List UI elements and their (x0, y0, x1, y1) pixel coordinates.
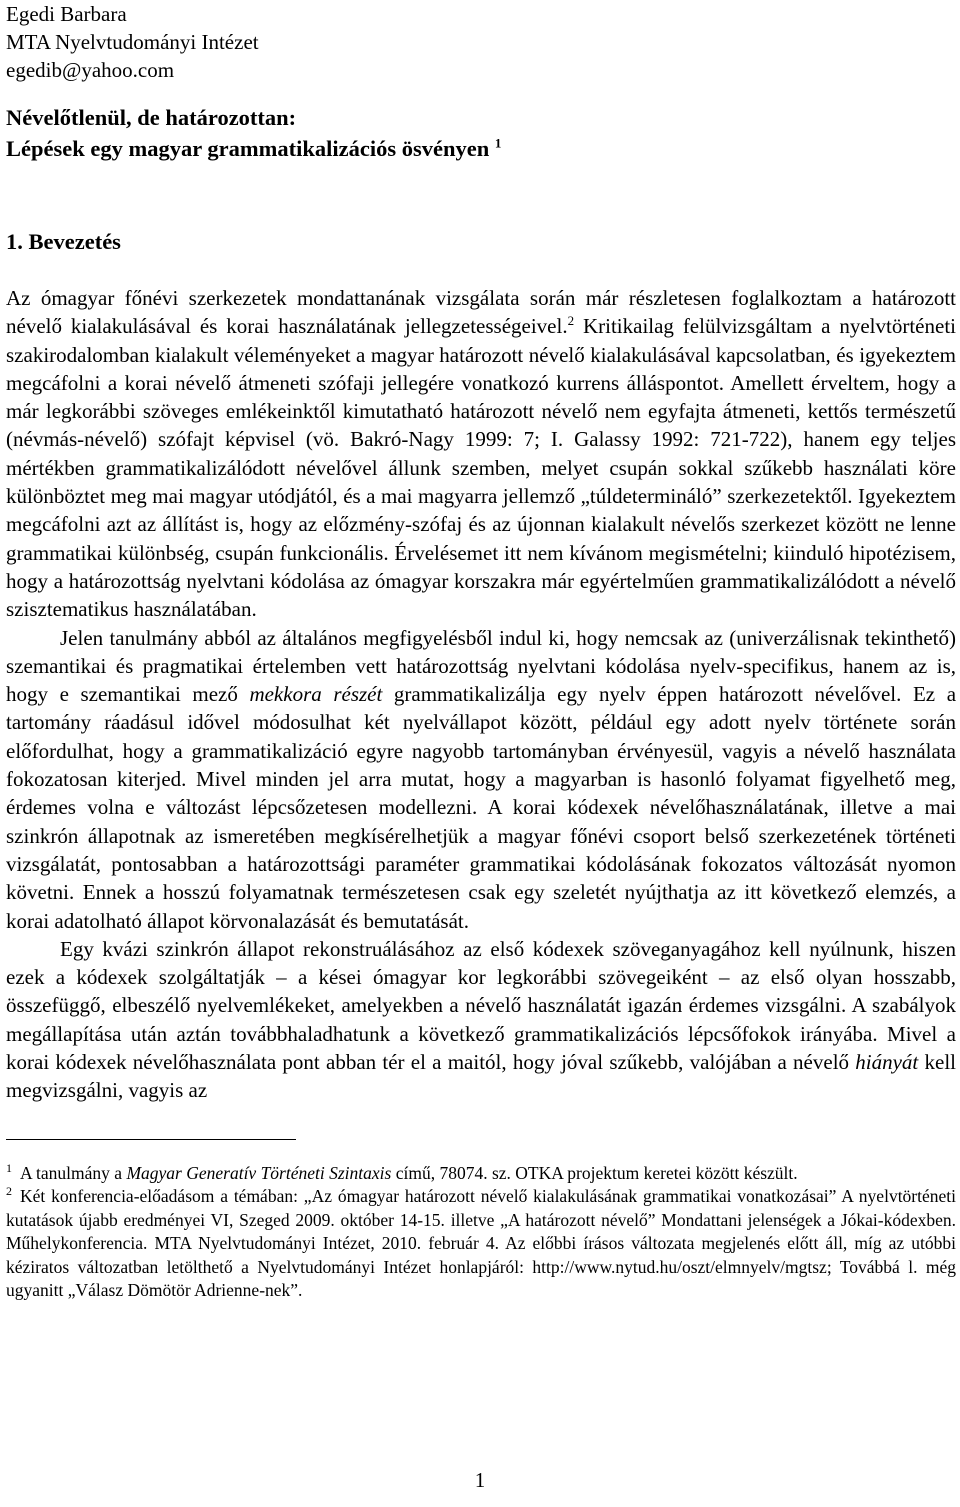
footnote-mark-2[interactable]: 2 (567, 313, 575, 329)
page-number: 1 (474, 1468, 486, 1492)
paragraph-2-text-b: grammatikalizálja egy nyelv éppen határozott névelővel. Ez a tartomány ráadásul idővel módosulhat két nyelvállapot között, például egy adott nyelv története során előfordulhat, hogy a grammatikalizáció egyre nagyobb tartományban érvényesül, vagyis a névelő használata fokozatosan kiterjed. Mivel minden jel arra mutat, hogy a magyarban is hasonló folyamat figyelhető meg, érdemes volna e változást lépcsőzetesen modellezni. A korai kódexek névelőhasználatának, illetve a mai szinkrón állapotnak az ismeretében megkísérelhetjük a magyar főnévi csoport belső szerkezetének történeti vizsgálatát, pontosabban a határozottsági paraméter grammatikai kódolásának fokozatos változását nyomon követni. Ennek a hosszú folyamatnak természetesen csak egy szeletét nyújthatja az itt következő elemzés, a korai adatolható állapot körvonalazását és bemutatását. (6, 682, 957, 933)
footnote-1-number: 1 (6, 1160, 12, 1175)
paper-title (6, 102, 956, 164)
title-footnote-mark[interactable]: 1 (494, 135, 502, 151)
footnote-1-italic: Magyar Generatív Történeti Szintaxis (126, 1162, 392, 1183)
paragraph-3-text-b: kell megvizsgálni, vagyis az (6, 1050, 956, 1103)
footnote-2 (6, 1185, 956, 1303)
paragraph-3-italic: hiányát (855, 1050, 919, 1075)
footnote-separator (6, 1139, 296, 1140)
section-heading: 1. Bevezetés (6, 229, 121, 254)
footnote-1-text-b: című, 78074. sz. OTKA projektum keretei között készült. (391, 1162, 798, 1183)
title-line-2-text: Lépések egy magyar grammatikalizációs ösvényen (6, 136, 490, 161)
title-line-1: Névelőtlenül, de határozottan: (6, 105, 297, 130)
footnote-1 (6, 1162, 956, 1186)
footnote-2-number: 2 (6, 1184, 12, 1199)
document-page (6, 0, 956, 1303)
author-institute: MTA Nyelvtudományi Intézet (6, 30, 259, 54)
paragraph-2-italic: mekkora részét (249, 682, 383, 707)
body-text (6, 284, 956, 1105)
author-email: egedib@yahoo.com (6, 58, 175, 82)
author-name: Egedi Barbara (6, 2, 127, 26)
paragraph-1-text-b: Kritikailag felülvizsgáltam a nyelvtörténeti szakirodalomban kialakult véleményeket a magyar határozott névelő kialakulásával kapcsolatban, és igyekeztem megcáfolni a korai névelő átmeneti szófaji jellegére vonatkozó kurrens álláspontot. Amellett érveltem, hogy a már legkorábbi szöveges emlékeinktől kimutatható határozott névelő nem egyfajta átmeneti, kettős természetű (névmás-névelő) szófajt képvisel (vö. Bakró-Nagy 1999: 7; I. Galassy 1992: 721-722), hanem egy teljes mértékben grammatikalizálódott névelővel állunk szemben, melyet csupán sokkal szűkebb használati köre különböztet meg mai magyar utódjától, és a mai magyarra jellemző „túldetermináló” szerkezetektől. Igyekeztem megcáfolni azt az állítást is, hogy az előzmény-szófaj és az újonnan kialakult névelős szerkezet között ne lenne grammatikai különbség, csupán funkcionális. Érvelésemet itt nem kívánom megismételni; kiinduló hipotézisem, hogy a határozottság nyelvtani kódolása az ómagyar korszakra már egyértelműen grammatikalizálódott a névelő szisztematikus használatában. (6, 314, 956, 622)
author-block (6, 0, 956, 84)
paragraph-3-text-a: Egy kvázi szinkrón állapot rekonstruálásához az első kódexek szöveganyagához kell nyúlnunk, hiszen ezek a kódexek szolgáltatják – a kései ómagyar kor legkorábbi szövegeiként – az első olyan hosszabb, összefüggő, elbeszélő nyelvemlékeket, amelyekben a névelő használatát igazán érdemes vizsgálni. A szabályok megállapítása után aztán továbbhaladhatunk a következő grammatikalizációs lépcsőfokok irányába. Mivel a korai kódexek névelőhasználata pont abban tér el a maitól, hogy jóval szűkebb, valójában a névelő (6, 936, 956, 1075)
paragraph-1-text-a: Az ómagyar főnévi szerkezetek mondattanának vizsgálata során már részletesen foglalkoztam a határozott névelő kialakulásával és korai használatának jellegzetességeivel. (6, 286, 956, 339)
footnote-2-text: Két konferencia-előadásom a témában: „Az ómagyar határozott névelő kialakulásának grammatikai vonatkozásai” A nyelvtörténeti kutatások újabb eredményei VI, Szeged 2009. október 14-15. illetve „A határozott névelő” Mondattani jelenségek a Jókai-kódexben. Műhelykonferencia. MTA Nyelvtudományi Intézet, 2010. február 4. Az előbbi írásos változata megjelenés előtt áll, míg az utóbbi kéziratos változatban letölthető a Nyelvtudományi Intézet honlapjáról: http://www.nytud.hu/oszt/elmnyelv/mgtsz; Továbbá l. még ugyanitt „Válasz Dömötör Adrienne-nek”. (6, 1186, 956, 1301)
paragraph-1 (6, 284, 956, 624)
paragraph-2 (6, 624, 956, 935)
title-line-2 (6, 133, 956, 164)
paragraph-3 (6, 935, 956, 1105)
paragraph-2-text-a: Jelen tanulmány abból az általános megfigyelésből indul ki, hogy nemcsak az (univerzálisnak tekinthető) szemantikai és pragmatikai értelemben vett határozottság nyelvtani kódolása nyelv-specifikus, hanem az is, hogy e szemantikai mező (6, 625, 956, 707)
footnote-1-text-a: A tanulmány a (20, 1162, 127, 1183)
